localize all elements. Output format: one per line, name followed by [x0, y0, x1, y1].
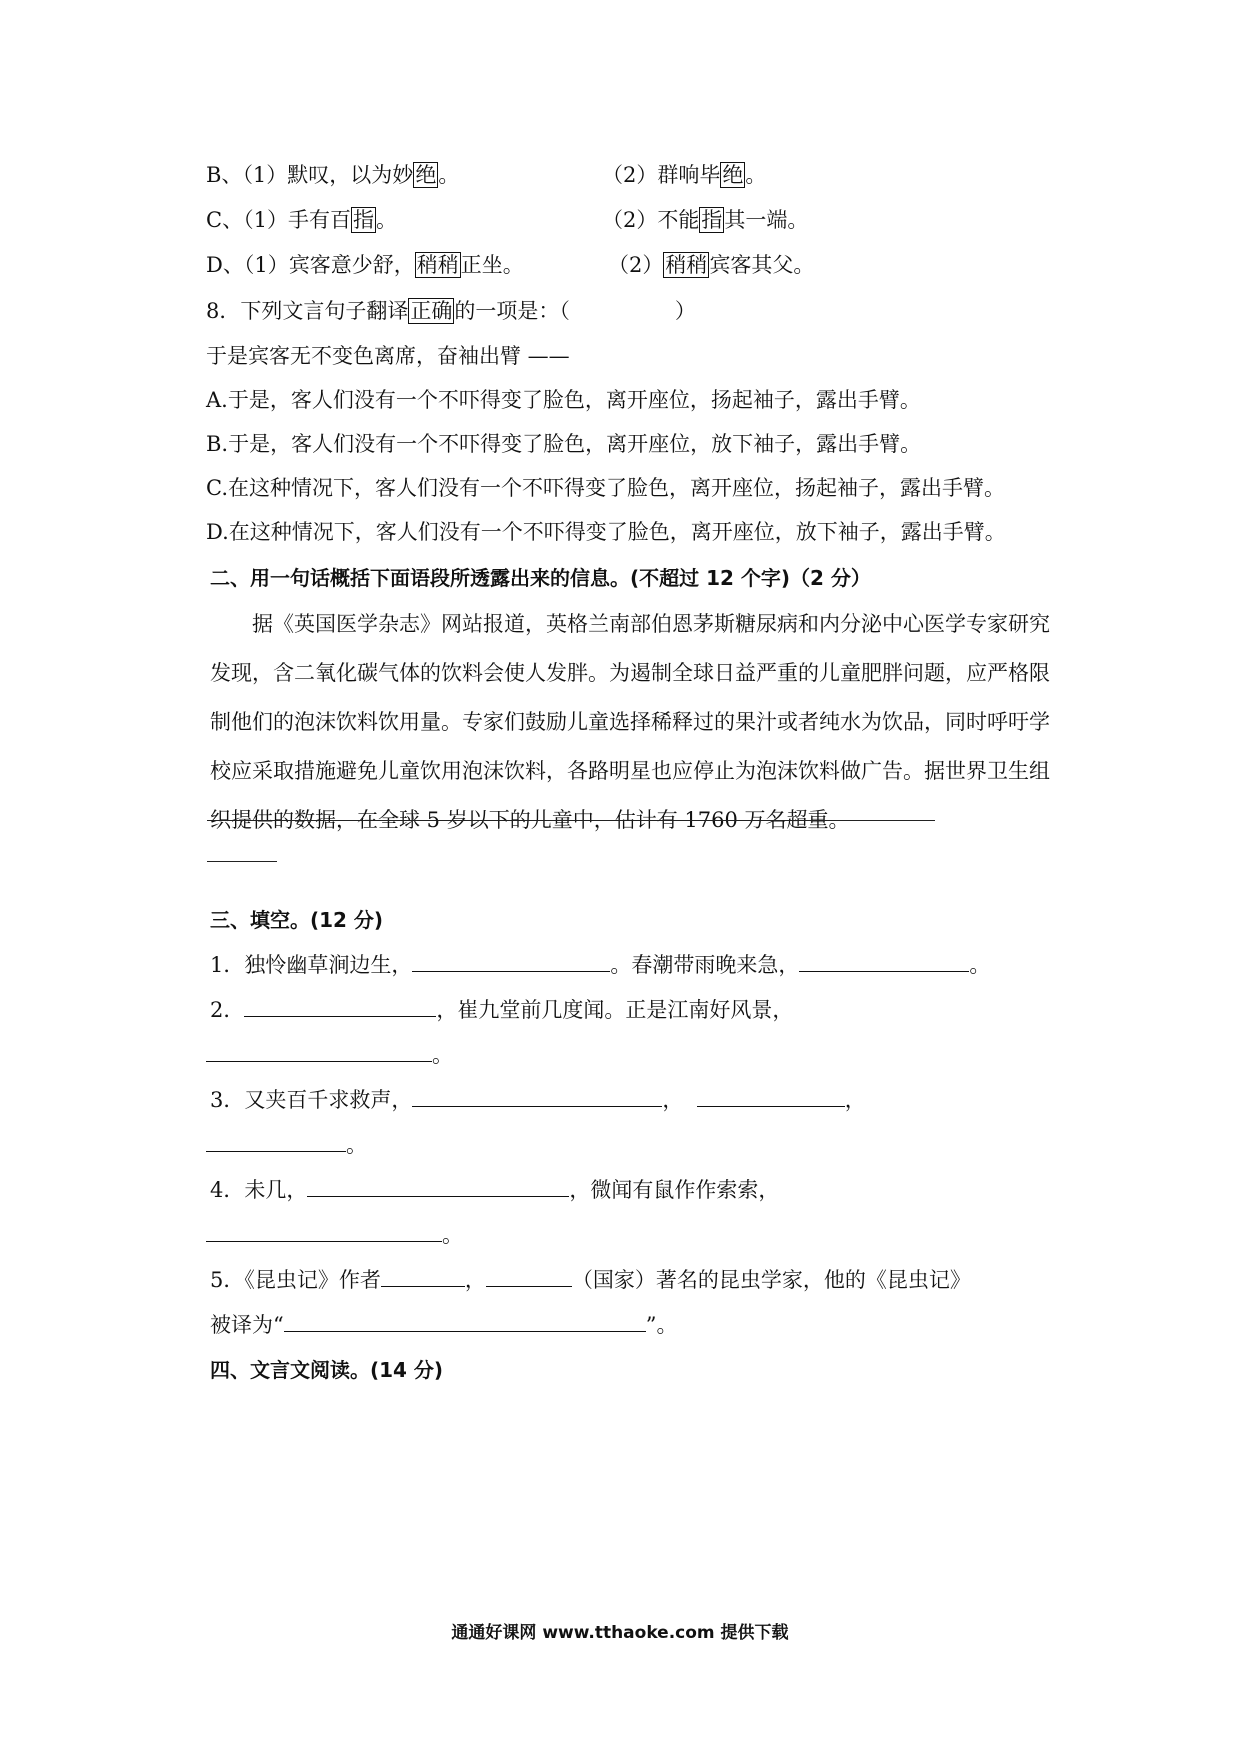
- option-d-row: [206, 250, 524, 280]
- option-part1-text: （1）手有百: [243, 208, 351, 232]
- fill-question-2: [210, 995, 793, 1025]
- question-text: 1．独怜幽草涧边生，: [210, 953, 413, 977]
- answer-line[interactable]: [207, 820, 935, 821]
- blank-field[interactable]: [206, 1221, 442, 1242]
- option-part1-text: （1）宾客意少舒，: [243, 253, 415, 277]
- punctuation: 。: [969, 953, 991, 977]
- boxed-character: 绝: [415, 163, 437, 187]
- blank-field[interactable]: [244, 996, 436, 1017]
- blank-field[interactable]: [206, 1131, 346, 1152]
- question-text: ，崔九堂前几度闻。正是江南好风景，: [436, 998, 794, 1022]
- option-b-row: [206, 160, 459, 190]
- fill-question-1: [210, 950, 990, 980]
- boxed-character: 稍稍: [416, 253, 459, 277]
- punctuation: 。: [438, 163, 460, 187]
- fill-question-3: [210, 1085, 866, 1115]
- blank-field[interactable]: [412, 951, 610, 972]
- option-part2-text: （2）群响毕: [602, 163, 721, 187]
- option-part2-tail: 其一端。: [724, 208, 809, 232]
- question-8-option-a: A.于是，客人们没有一个不吓得变了脸色，离开座位，扬起袖子，露出手臂。: [206, 388, 921, 412]
- option-c-part2: [602, 205, 808, 235]
- fill-question-3-cont: [206, 1130, 367, 1160]
- question-8-option-c: C.在这种情况下，客人们没有一个不吓得变了脸色，离开座位，扬起袖子，露出手臂。: [206, 476, 1005, 500]
- option-c-row: [206, 205, 397, 235]
- question-text: 3．又夹百千求救声，: [210, 1088, 413, 1112]
- option-part1-text: （1）默叹，以为妙: [242, 163, 414, 187]
- punctuation: ，: [464, 1268, 486, 1292]
- section-2-heading: 二、用一句话概括下面语段所透露出来的信息。(不超过 12 个字)（2 分）: [210, 566, 871, 590]
- question-text: 被译为“: [210, 1313, 284, 1337]
- fill-question-4: [210, 1175, 779, 1205]
- question-8-sentence: 于是宾客无不变色离席，奋袖出臂 ——: [206, 344, 570, 368]
- option-d-part2: [608, 250, 814, 280]
- section-4-heading: 四、文言文阅读。(14 分): [210, 1358, 444, 1382]
- option-label: D、: [206, 253, 244, 277]
- blank-field[interactable]: [307, 1176, 569, 1197]
- punctuation: 。: [346, 1133, 367, 1157]
- blank-field[interactable]: [697, 1086, 845, 1107]
- punctuation: ”。: [645, 1313, 678, 1337]
- option-part2-tail: 宾客其父。: [709, 253, 815, 277]
- option-b-part2: [602, 160, 766, 190]
- boxed-character: 指: [352, 208, 374, 232]
- punctuation: 。: [432, 1043, 453, 1067]
- option-label: B、: [206, 163, 243, 187]
- section-2-passage: 据《英国医学杂志》网站报道，英格兰南部伯恩茅斯糖尿病和内分泌中心医学专家研究发现，含二氧化碳气体的饮料会使人发胖。为遏制全球日益严重的儿童肥胖问题，应严格限制他们的泡沫饮料饮用量。专家们鼓励儿童选择稀释过的果汁或者纯水为饮品，同时呼吁学校应采取措施避免儿童饮用泡沫饮料，各路明星也应停止为泡沫饮料做广告。据世界卫生组织提供的数据，在全球 5 岁以下的儿童中，估计有 1760 万名超重。: [210, 612, 1050, 832]
- punctuation: ，: [662, 1088, 684, 1112]
- option-label: C、: [206, 208, 244, 232]
- question-text: 4．未几，: [210, 1178, 308, 1202]
- fill-question-5-cont: [210, 1310, 678, 1340]
- punctuation: ，: [844, 1088, 866, 1112]
- fill-question-4-cont: [206, 1220, 463, 1250]
- boxed-character: 稍稍: [665, 253, 708, 277]
- fill-question-5: [210, 1265, 971, 1295]
- question-text: 。春潮带雨晚来急，: [610, 953, 800, 977]
- punctuation: 。: [375, 208, 397, 232]
- question-8-option-b: B.于是，客人们没有一个不吓得变了脸色，离开座位，放下袖子，露出手臂。: [206, 432, 922, 456]
- boxed-word: 正确: [410, 299, 453, 323]
- question-stem-text: 8．下列文言句子翻译: [206, 299, 409, 323]
- blank-field[interactable]: [381, 1266, 465, 1287]
- boxed-character: 指: [701, 208, 723, 232]
- boxed-character: 绝: [722, 163, 744, 187]
- blank-field[interactable]: [206, 1041, 432, 1062]
- blank-field[interactable]: [412, 1086, 662, 1107]
- punctuation: 。: [442, 1223, 463, 1247]
- question-text: ，微闻有鼠作作索索，: [569, 1178, 780, 1202]
- page-footer: 通通好课网 www.tthaoke.com 提供下载: [451, 1623, 789, 1643]
- question-8-stem: [206, 296, 696, 326]
- question-number: 2．: [210, 998, 245, 1022]
- blank-field[interactable]: [284, 1311, 646, 1332]
- answer-parentheses: 的一项是：（ ）: [454, 299, 696, 323]
- answer-line-continuation[interactable]: [207, 861, 277, 862]
- option-part1-tail: 正坐。: [460, 253, 524, 277]
- option-part2-text: （2）不能: [602, 208, 700, 232]
- blank-field[interactable]: [799, 951, 969, 972]
- question-8-option-d: D.在这种情况下，客人们没有一个不吓得变了脸色，离开座位，放下袖子，露出手臂。: [206, 520, 1006, 544]
- fill-question-2-cont: [206, 1040, 453, 1070]
- section-3-heading: 三、填空。(12 分): [210, 908, 384, 932]
- blank-field[interactable]: [486, 1266, 572, 1287]
- question-text: （国家）著名的昆虫学家，他的《昆虫记》: [571, 1268, 971, 1292]
- punctuation: 。: [745, 163, 767, 187]
- question-text: 5．《昆虫记》作者: [210, 1268, 381, 1292]
- option-part2-text: （2）: [608, 253, 664, 277]
